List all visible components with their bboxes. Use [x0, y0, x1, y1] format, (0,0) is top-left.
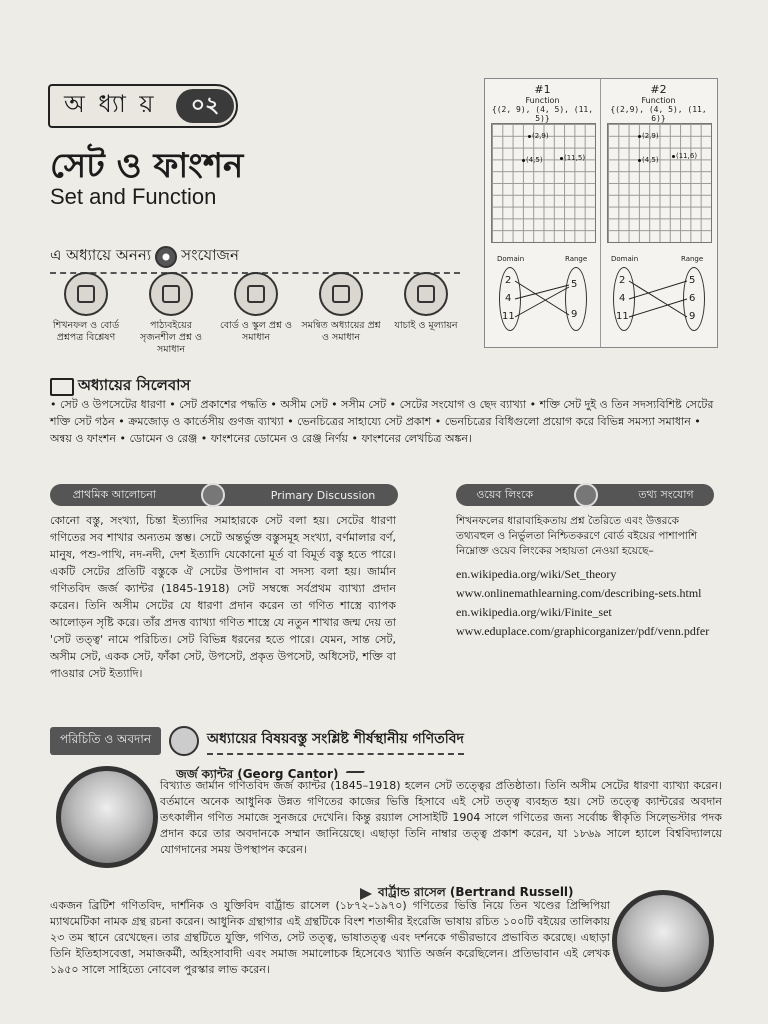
web-link[interactable]: en.wikipedia.org/wiki/Finite_set	[456, 605, 612, 619]
grid-point: (4,5)	[642, 156, 659, 164]
russell-name: বার্ট্রান্ড রাসেল (Bertrand Russell)	[378, 885, 574, 899]
primary-discussion-label-bn: প্রাথমিক আলোচনা	[72, 487, 156, 501]
grid-point: (11,6)	[676, 152, 698, 160]
web-sources-header	[456, 484, 714, 506]
domain-value: 2	[505, 275, 512, 286]
feature-item	[131, 272, 211, 356]
diagram-label: Function	[525, 96, 560, 105]
mathematicians-title: অধ্যায়ের বিষয়বস্তু সংশ্লিষ্ট শীর্ষস্থানীয় গণিতবিদ	[207, 727, 464, 755]
feature-item	[216, 272, 296, 356]
function-diagrams	[484, 78, 718, 348]
chapter-title-english: Set and Function	[50, 184, 217, 209]
person-icon	[574, 483, 598, 507]
features-label	[50, 244, 460, 274]
web-link[interactable]: www.eduplace.com/graphicorganizer/pdf/venn.pdfer	[456, 624, 710, 638]
range-value: 5	[571, 279, 578, 290]
chapter-badge	[48, 84, 238, 128]
web-sources-label-left: ওয়েব লিংকে	[476, 487, 534, 501]
feature-label: বোর্ড ও স্কুল প্রশ্ন ও সমাধান	[220, 320, 292, 343]
cantor-name: জর্জ ক্যান্টর (Georg Cantor)	[176, 767, 339, 781]
feature-row	[46, 272, 466, 356]
feature-label: সমন্বিত অধ্যায়ের প্রশ্ন ও সমাধান	[301, 320, 381, 343]
cantor-bio: বিখ্যাত জার্মান গণিতবিদ জর্জ ক্যান্টর (1845–1918) হলেন সেট তত্ত্বের প্রতিষ্ঠাতা। তিনি অসীম সেটের ধারণা ব্যাখ্যা করেন। বর্তমানে অনেক আধুনিক উন্নত গণিতের কাজের ভিত্তি হিসাবে এই সেট তত্ত্ব ব্যবহৃত হয়। সেট তত্ত্বে ক্যান্টরের অবদান তৎকালীন গণিত সমাজে সুনজরে দেখেনি। কিন্তু রয়্যাল সোসাইটি 1904 সালে গণিতের জন্য সর্বোচ্চ স্বীকৃতি সিল্ভেস্টার পদক প্রদান করে তার অবদানকে সম্মান জানিয়েছে। এছাড়া তিনি নাম্বার তত্ত্ব প্রকাশ করেন, যা ১৮৬৯ সালে হ্যালে বিশ্ববিদ্যালয়ে যোগদানের সময় উপস্থাপন করেন।	[160, 779, 722, 856]
diagram-pairs: {(2, 9), (4, 5), (11, 5)}	[491, 105, 594, 123]
mapping-arrows	[485, 79, 600, 347]
primary-discussion-label-en: Primary Discussion	[270, 488, 376, 502]
school-icon	[234, 272, 278, 316]
feature-label: যাচাই ও মূল্যায়ন	[394, 320, 458, 331]
analysis-icon	[64, 272, 108, 316]
domain-value: 4	[505, 293, 512, 304]
book-icon	[50, 378, 74, 396]
diagram-number: #1	[534, 83, 551, 96]
domain-value: 11	[502, 311, 515, 322]
domain-value: 2	[619, 275, 626, 286]
features-label-suffix: সংযোজন	[181, 246, 239, 264]
mapping-arrows	[601, 79, 716, 347]
primary-discussion-text: কোনো বস্তু, সংখ্যা, চিন্তা ইত্যাদির সমাহারকে সেট বলা হয়। সেটের ধারণা গণিতের সব শাখার অন্যতম স্তম্ভ। সেটে অন্তর্ভুক্ত বস্তুসমূহ সংখ্যা, বর্ণমালার বর্ণ, মানুষ, পশু-পাখি, নদ-নদী, দেশ ইত্যাদি যেকোনো মূর্ত বা বিমূর্ত বস্তু হতে পারে। একটি সেটের প্রতিটি বস্তুকে ঐ সেটের উপাদান বা সদস্য বলা হয়। জার্মান গণিতবিদ জর্জ ক্যান্টর (1845-1918) সেট সম্বন্ধে সর্বপ্রথম ব্যাখ্যা প্রদান করেন। তিনি অসীম সেটের যে ধারণা প্রদান করেন তা গণিত শাস্ত্রে ব্যাপক আলোড়ন সৃষ্টি করে। তাঁর প্রদত্ত ব্যাখ্যা গণিত শাস্ত্রে যে নতুন শাখার জন্ম দেয় তা 'সেট তত্ত্ব' নামে পরিচিত। সেট বিভিন্ন ধরনের হতে পারে। যেমন, সান্ত সেট, অসীম সেট, একক সেট, ফাঁকা সেট, উপসেট, প্রকৃত উপসেট, অধিসেট, শক্তি বা পাওয়ার সেট ইত্যাদি।	[50, 514, 396, 680]
grid-point: (11,5)	[564, 154, 586, 162]
feature-label: শিখনফল ও বোর্ড প্রশ্নপত্র বিশ্লেষণ	[52, 320, 120, 343]
diagram-number: #2	[650, 83, 667, 96]
grid-point: (2,9)	[642, 132, 659, 140]
chapter-title-bangla: সেট ও ফাংশন	[50, 146, 244, 186]
diagram-pairs: {(2,9), (4, 5), (11, 6)}	[610, 105, 707, 123]
web-sources-text: শিখনফলের ধারাবাহিকতায় প্রশ্ন তৈরিতে এবং উত্তরকে তথ্যবহুল ও নির্ভুলতা নিশ্চিতকরণে বোর্ড বইয়ের পাশাপাশি নিম্নোক্ত ওয়েব লিংকের সহায়তা নেওয়া হয়েছে–	[456, 515, 698, 557]
syllabus-text: • সেট ও উপসেটের ধারণা • সেট প্রকাশের পদ্ধতি • অসীম সেট • সসীম সেট • সেটের সংযোগ ও ছেদ ব্যাখ্যা • শক্তি সেট দুই ও তিন সদস্যবিশিষ্ট সেটের শক্তি সেট গঠন • ক্রমজোড় ও কার্তেসীয় গুণজ ব্যাখ্যা • ভেনচিত্রের সাহায্যে সেট প্রকাশ • ভেনচিত্রের বিধিগুলো প্রয়োগ করে বিভিন্ন সমস্যা সমাধান • অন্বয় ও ফাংশন • ডোমেন ও রেঞ্জ • ফাংশনের ডোমেন ও রেঞ্জ নির্ণয় • ফাংশনের লেখচিত্র অঙ্কন।	[50, 398, 714, 445]
range-value: 5	[689, 275, 696, 286]
feature-label: পাঠ্যবইয়ের সৃজনশীল প্রশ্ন ও সমাধান	[140, 320, 202, 355]
range-label: Range	[681, 255, 704, 263]
diagram-label: Function	[641, 96, 676, 105]
function-diagram-1	[485, 79, 601, 347]
web-sources-label-right: তথ্য সংযোগ	[638, 487, 694, 501]
domain-label: Domain	[497, 255, 525, 263]
russell-bio: একজন ব্রিটিশ গণিতবিদ, দার্শনিক ও যুক্তিবিদ বার্ট্রান্ড রাসেল (১৮৭২–১৯৭০) গণিতের ভিত্তি নিয়ে তিন খণ্ডের প্রিন্সিপিয়া ম্যাথমেটিকা নামক গ্রন্থ রচনা করেন। আধুনিক গ্রন্থাগার এই গ্রন্থটিকে বিংশ শতাব্দীর ইংরেজি ভাষায় রচিত ১০০টি বইয়ের তালিকায় ২৩ তম স্থানে রেখেছেন। তার গ্রন্থটিতে যুক্তি, গণিত, সেট তত্ত্ব, ভাষাতত্ত্ব এবং দর্শনকে গভীরভাবে প্রভাবিত করেছে। এছাড়া তিনি ইতিহাসবেত্তা, সমাজকর্মী, অহিংসাবাদী এবং সমাজ সমালোচক হিসেবেও খ্যাতি অর্জন করেছিলেন। প্রতিভাবান এই লেখক ১৯৫০ সালে সাহিত্যে নোবেল পুরস্কার লাভ করেন।	[50, 899, 610, 976]
textbook-icon	[149, 272, 193, 316]
mathematicians-header	[50, 726, 570, 756]
cantor-portrait	[56, 766, 158, 868]
range-value: 9	[689, 311, 696, 322]
web-links	[456, 566, 718, 642]
mathematicians-tag: পরিচিতি ও অবদান	[50, 727, 161, 755]
checkmark-icon	[319, 272, 363, 316]
domain-value: 4	[619, 293, 626, 304]
function-diagram-2	[601, 79, 716, 347]
range-label: Range	[565, 255, 588, 263]
feature-item	[301, 272, 381, 356]
range-value: 9	[571, 309, 578, 320]
thinker-icon	[169, 726, 199, 756]
grid-point: (2,9)	[532, 132, 549, 140]
web-link[interactable]: www.onlinemathlearning.com/describing-sets.html	[456, 586, 702, 600]
russell-portrait	[612, 890, 714, 992]
bird-icon	[201, 483, 225, 507]
web-link[interactable]: en.wikipedia.org/wiki/Set_theory	[456, 567, 617, 581]
gear-icon	[155, 246, 177, 268]
domain-label: Domain	[611, 255, 639, 263]
syllabus-title-text: অধ্যায়ের সিলেবাস	[78, 376, 191, 394]
range-value: 6	[689, 293, 696, 304]
features-label-prefix: এ অধ্যায়ে অনন্য	[50, 246, 152, 264]
feature-item	[386, 272, 466, 356]
chapter-word: অ ধ্যা য়	[64, 90, 157, 118]
grid-point: (4,5)	[526, 156, 543, 164]
feature-item	[46, 272, 126, 356]
chapter-number: ০২	[176, 89, 234, 123]
primary-discussion-header	[50, 484, 398, 506]
evaluation-icon	[404, 272, 448, 316]
domain-value: 11	[616, 311, 629, 322]
